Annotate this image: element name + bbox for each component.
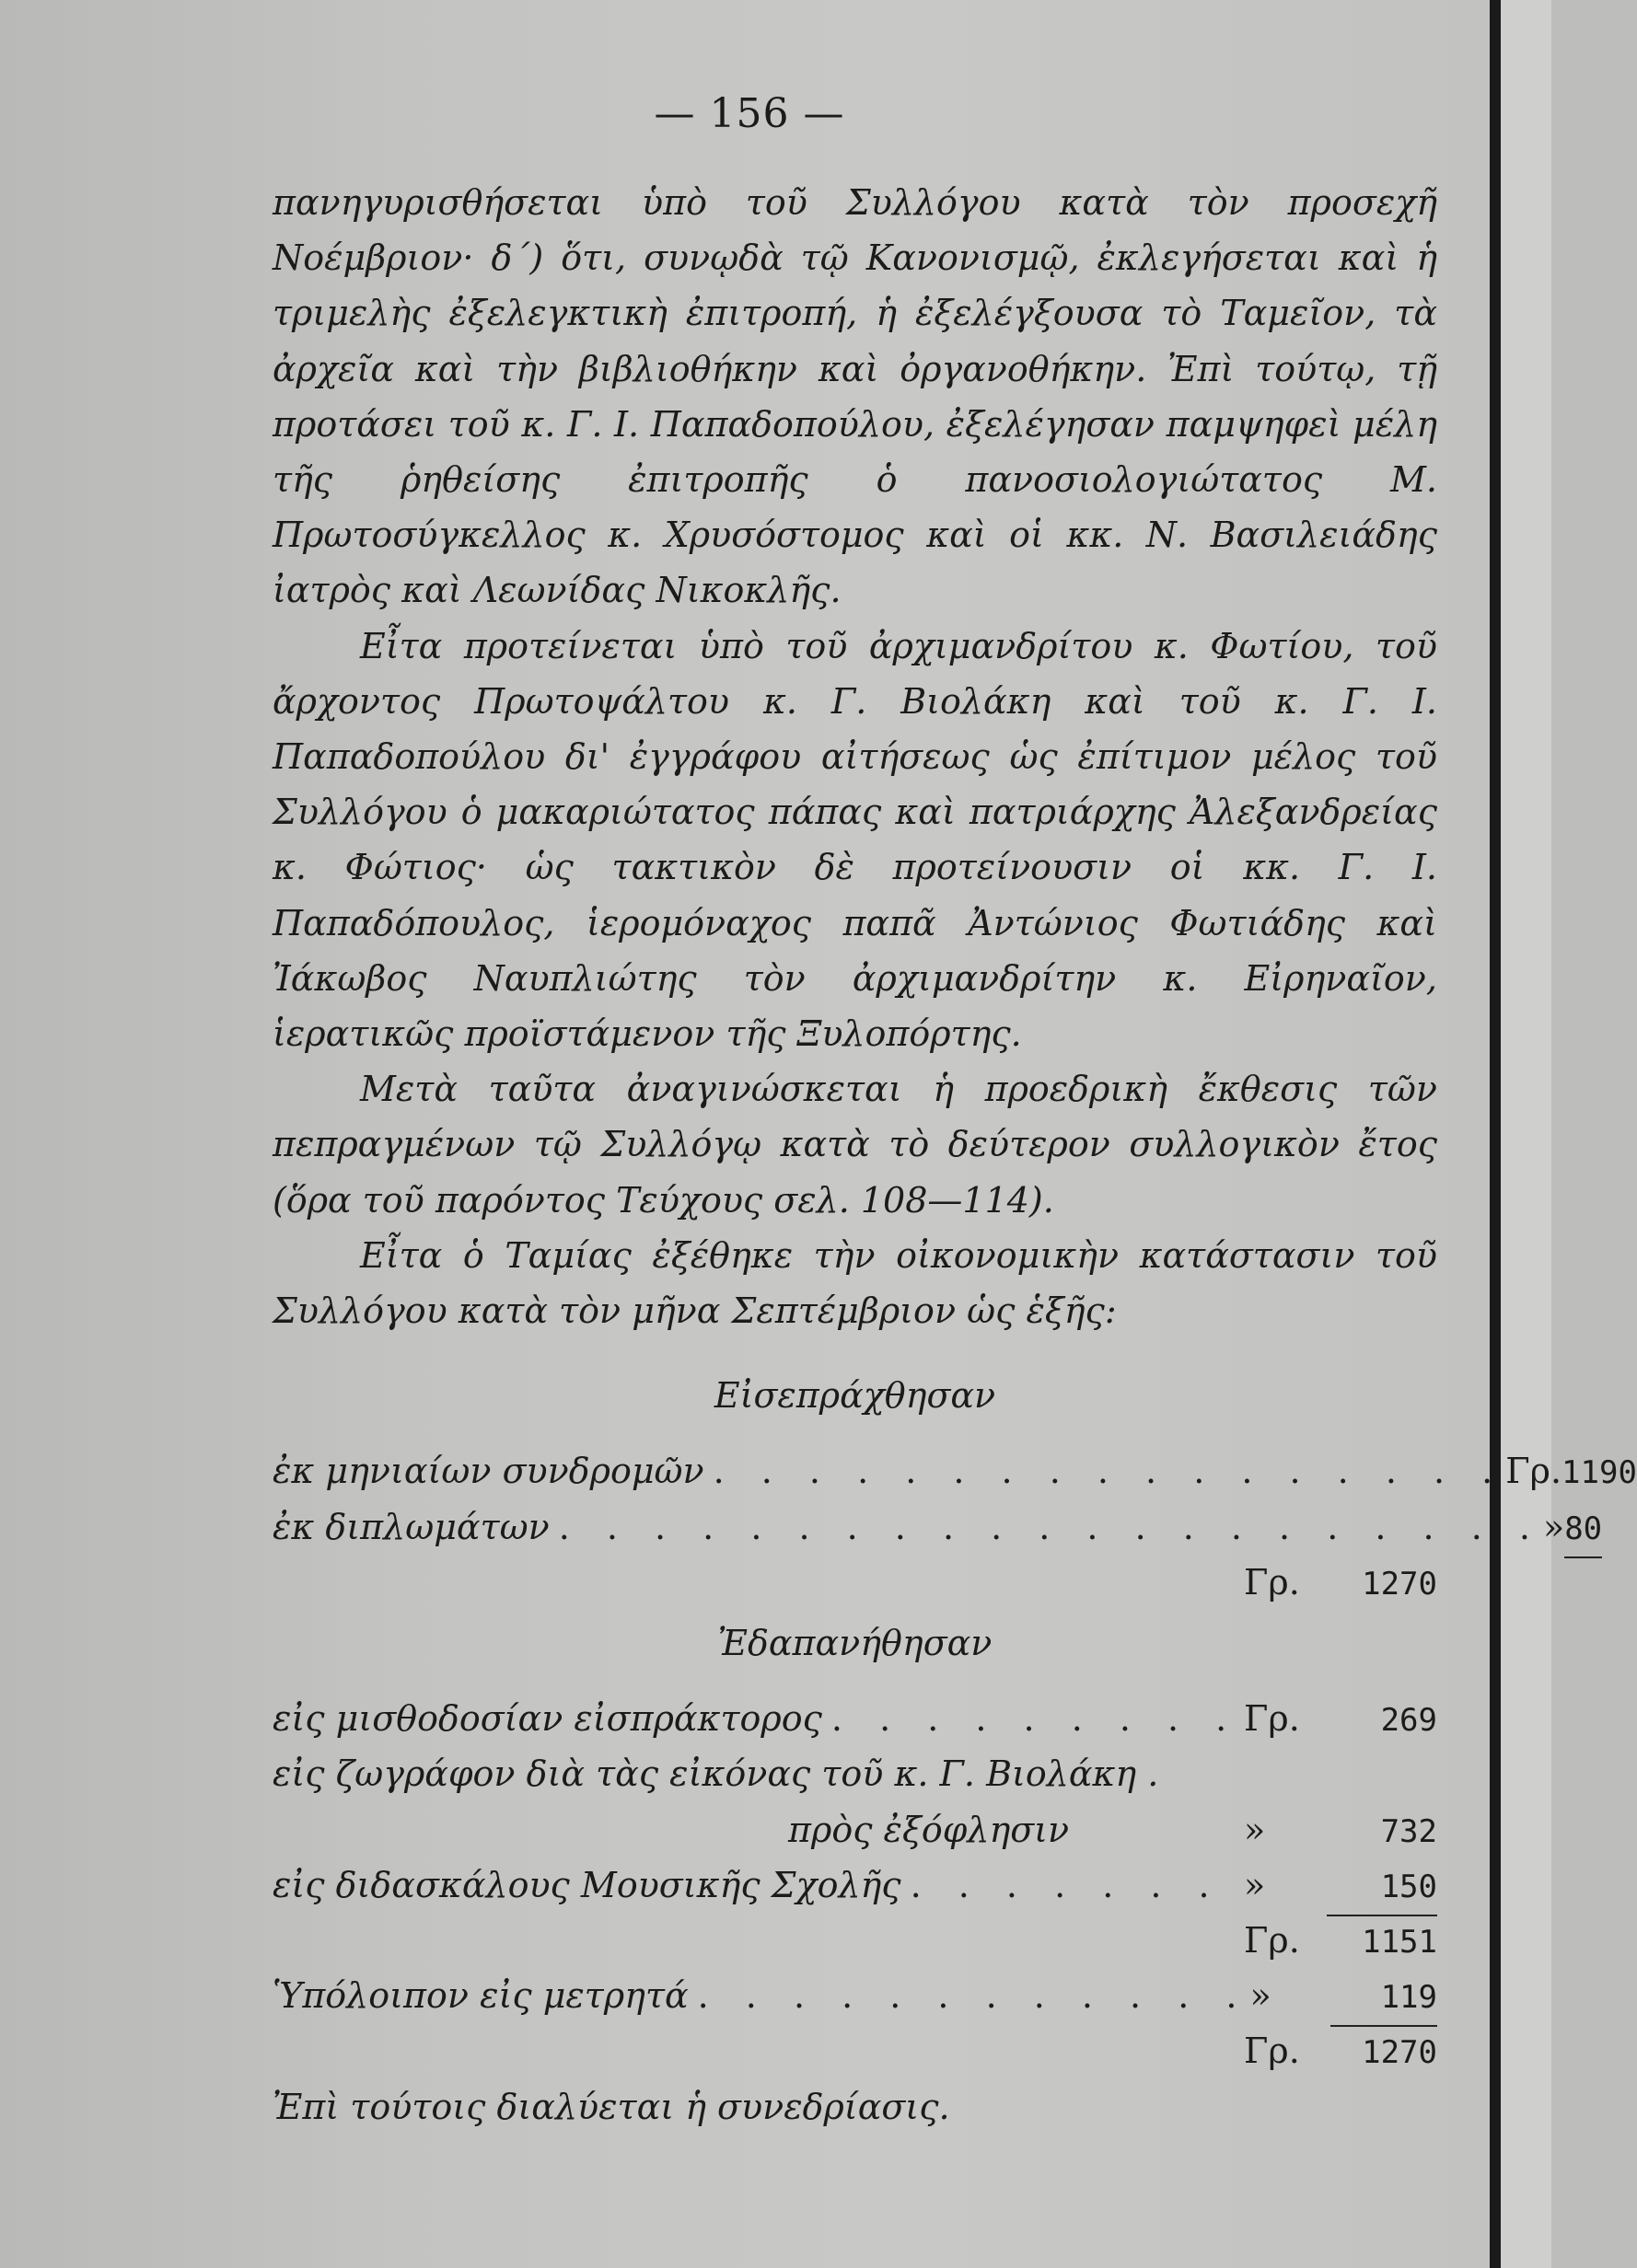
leader-dots: . . . . . . . bbox=[910, 1864, 1223, 1905]
ledger-amount: 119 bbox=[1330, 1970, 1437, 2027]
leader-dots: . . . . . . . . . . . . bbox=[697, 1975, 1250, 2017]
ledger-label: Ὑπόλοιπον εἰς μετρητά bbox=[273, 1975, 689, 2017]
ledger-label: εἰς μισθοδοσίαν εἰσπράκτορος bbox=[273, 1698, 822, 1740]
ledger-row bbox=[273, 1443, 1637, 1498]
leader-dots: . . . . . . . . . bbox=[830, 1698, 1240, 1740]
paragraph-nomination: Εἶτα προτείνεται ὑπὸ τοῦ ἀρχιμανδρίτου κ. Φωτίου, τοῦ ἄρχοντος Πρωτοψάλτου κ. Γ. Βιολάκη καὶ τοῦ κ. Γ. Ι. Παπαδοπούλου δι' ἐγγράφου αἰτήσεως ὡς ἐπίτιμον μέλος τοῦ Συλλόγου ὁ μακαριώτατος πάπας καὶ πατριάρχης Ἀλεξανδρείας κ. Φώτιος· ὡς τακτικὸν δὲ προτείνουσιν οἱ κκ. Γ. Ι. Παπαδόπουλος, ἱερομόναχος παπᾶ Ἀντώνιος Φωτιάδης καὶ Ἰάκωβος Ναυπλιώτης τὸν ἀρχιμανδρίτην κ. Εἰρηναῖον, ἱερατικῶς προϊστάμενον τῆς Ξυλοπόρτης. bbox=[273, 625, 1437, 1055]
ledger-amount: 1270 bbox=[1362, 1565, 1437, 1603]
ledger-amount: 1270 bbox=[1362, 2034, 1437, 2072]
ledger-label: εἰς διδασκάλους Μουσικῆς Σχολῆς bbox=[273, 1864, 901, 1905]
leader-dots: . . . . . . . . . . . . . . . . . . . . . bbox=[558, 1506, 1543, 1547]
income-heading: Εἰσεπράχθησαν bbox=[714, 1375, 996, 1417]
adjacent-page-edge bbox=[1501, 0, 1551, 2268]
ledger-row bbox=[273, 1968, 1437, 2023]
ledger-amount: 150 bbox=[1327, 1859, 1437, 1916]
ledger-row bbox=[273, 1746, 1437, 1801]
ledger-amount: 1190 bbox=[1562, 1454, 1637, 1492]
ledger-amount: 269 bbox=[1380, 1702, 1437, 1740]
ledger-currency: » bbox=[1249, 1975, 1271, 2017]
ledger-amount: 732 bbox=[1380, 1812, 1437, 1850]
ledger-currency: Γρ. bbox=[1505, 1451, 1562, 1492]
expenses-heading: Ἐδαπανήθησαν bbox=[717, 1623, 993, 1664]
ledger-label: ἐκ μηνιαίων συνδρομῶν bbox=[273, 1451, 704, 1492]
paragraph-election: πανηγυρισθήσεται ὑπὸ τοῦ Συλλόγου κατὰ τὸν προσεχῆ Νοέμβριον· δ΄) ὅτι, συνῳδὰ τῷ Κανονισμῷ, ἐκλεγήσεται καὶ ἡ τριμελὴς ἐξελεγκτικὴ ἐπιτροπή, ἡ ἐξελέγξουσα τὸ Ταμεῖον, τὰ ἀρχεῖα καὶ τὴν βιβλιοθήκην καὶ ὀργανοθήκην. Ἐπὶ τούτῳ, τῇ προτάσει τοῦ κ. Γ. Ι. Παπαδοπούλου, ἐξελέγησαν παμψηφεὶ μέλη τῆς ῥηθείσης ἐπιτροπῆς ὁ πανοσιολογιώτατος Μ. Πρωτοσύγκελλος κ. Χρυσόστομος καὶ οἱ κκ. Ν. Βασιλειάδης ἰατρὸς καὶ Λεωνίδας Νικοκλῆς. bbox=[273, 182, 1437, 611]
ledger-label: εἰς ζωγράφον διὰ τὰς εἰκόνας τοῦ κ. Γ. Βιολάκη . bbox=[273, 1753, 1159, 1795]
closing-line: Ἐπὶ τούτοις διαλύεται ἡ συνεδρίασις. bbox=[273, 2086, 950, 2127]
ledger-currency: » bbox=[1244, 1864, 1266, 1905]
ledger-row bbox=[273, 1802, 1437, 1857]
leader-dots: . . . . . . . . . . . . . . . . . bbox=[713, 1451, 1506, 1492]
ledger-currency: Γρ. bbox=[1244, 1561, 1300, 1603]
grand-total bbox=[273, 2023, 1437, 2078]
ledger-row bbox=[273, 1499, 1603, 1555]
ledger-currency: Γρ. bbox=[1244, 2031, 1300, 2072]
income-total bbox=[273, 1555, 1437, 1610]
ledger-label: πρὸς ἐξόφλησιν bbox=[788, 1809, 1070, 1850]
ledger-currency: » bbox=[1542, 1506, 1565, 1547]
page-number: — 156 — bbox=[654, 90, 845, 137]
paragraph-treasurer: Εἶτα ὁ Ταμίας ἐξέθηκε τὴν οἰκονομικὴν κατάστασιν τοῦ Συλλόγου κατὰ τὸν μῆνα Σεπτέμβριον ὡς ἑξῆς: bbox=[273, 1234, 1437, 1332]
expenses-total bbox=[273, 1913, 1437, 1968]
ledger-row bbox=[273, 1691, 1437, 1746]
page-gutter bbox=[1490, 0, 1501, 2268]
ledger-label: ἐκ διπλωμάτων bbox=[273, 1506, 550, 1547]
ledger-currency: Γρ. bbox=[1244, 1698, 1300, 1740]
page-body bbox=[273, 175, 1637, 2135]
ledger-row bbox=[273, 1857, 1437, 1913]
ledger-currency: » bbox=[1244, 1809, 1266, 1850]
ledger-amount: 80 bbox=[1564, 1501, 1602, 1558]
ledger-currency: Γρ. bbox=[1244, 1919, 1300, 1961]
paragraph-report: Μετὰ ταῦτα ἀναγινώσκεται ἡ προεδρικὴ ἔκθεσις τῶν πεπραγμένων τῷ Συλλόγῳ κατὰ τὸ δεύτερον συλλογικὸν ἔτος (ὅρα τοῦ παρόντος Τεύχους σελ. 108—114). bbox=[273, 1069, 1437, 1221]
ledger-amount: 1151 bbox=[1362, 1923, 1437, 1961]
